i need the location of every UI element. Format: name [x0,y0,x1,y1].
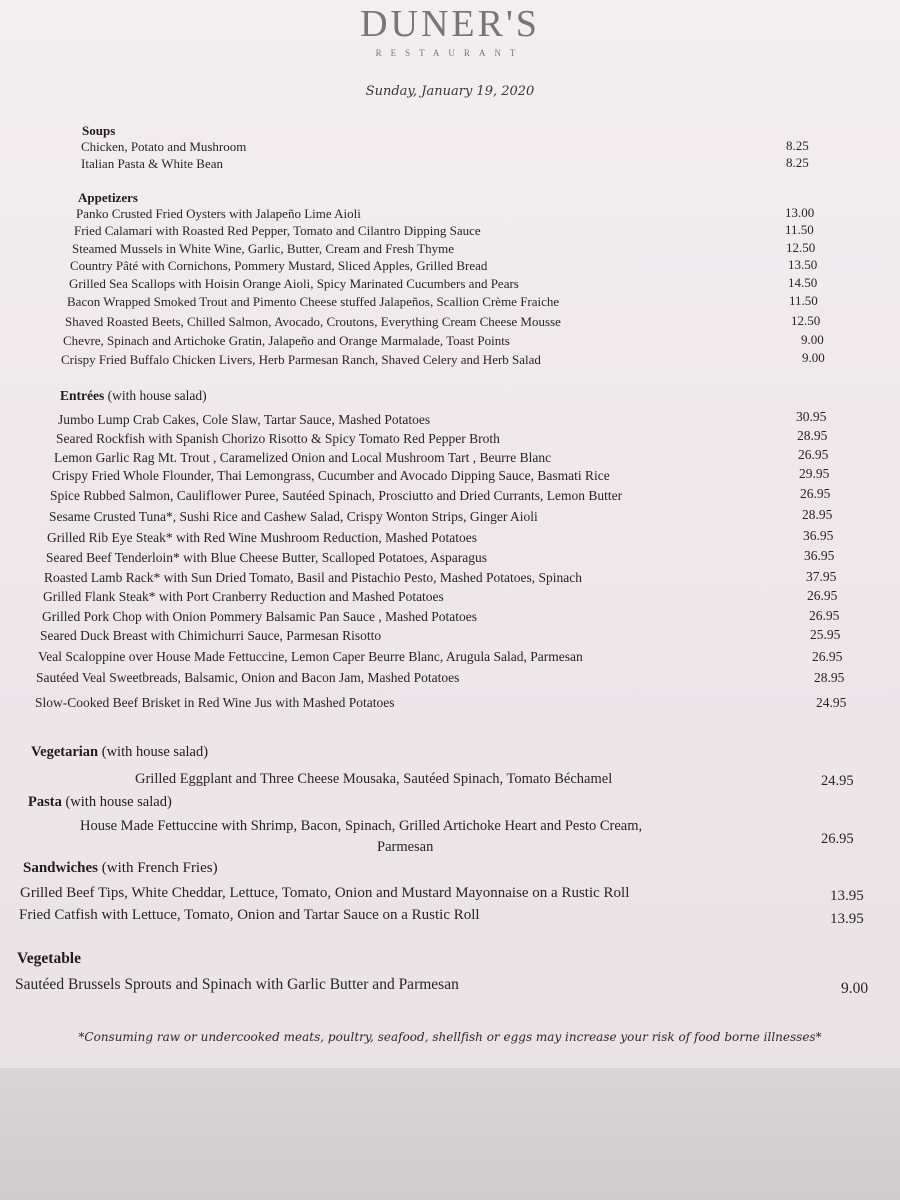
food-safety-disclaimer: *Consuming raw or undercooked meats, poultry, seafood, shellfish or eggs may increase your risk of food borne illnesses* [78,1030,822,1044]
menu-item-price: 11.50 [789,293,818,308]
menu-item-price: 28.95 [802,507,833,522]
menu-item-price: 26.95 [800,486,831,501]
menu-item: Lemon Garlic Rag Mt. Trout , Caramelized Onion and Local Mushroom Tart , Beurre Blanc [54,450,552,465]
menu-item: Seared Beef Tenderloin* with Blue Cheese Butter, Scalloped Potatoes, Asparagus [46,550,488,565]
menu-item-price: 36.95 [803,528,834,543]
menu-item: Grilled Flank Steak* with Port Cranberry Reduction and Mashed Potatoes [43,589,444,604]
menu-item: Chicken, Potato and Mushroom [81,139,247,154]
section-title-sandwiches [23,860,218,877]
menu-item-price: 26.95 [798,447,829,462]
menu-item: Veal Scaloppine over House Made Fettuccine, Lemon Caper Beurre Blanc, Arugula Salad, Parmesan [38,649,583,664]
menu-item: Bacon Wrapped Smoked Trout and Pimento Cheese stuffed Jalapeños, Scallion Crème Fraiche [67,294,560,309]
menu-item: Sautéed Brussels Sprouts and Spinach with Garlic Butter and Parmesan [15,976,459,993]
section-title-entrees-label: Entrées [60,388,105,403]
section-title-pasta-label: Pasta [28,794,62,810]
section-title-pasta [28,794,172,811]
menu-item-price: 36.95 [804,548,835,563]
menu-item: Chevre, Spinach and Artichoke Gratin, Jalapeño and Orange Marmalade, Toast Points [63,333,510,348]
menu-item-price: 37.95 [806,569,837,584]
menu-item: Italian Pasta & White Bean [81,156,223,171]
section-title-vegetable: Vegetable [17,950,81,967]
menu-item: Jumbo Lump Crab Cakes, Cole Slaw, Tartar Sauce, Mashed Potatoes [58,412,431,427]
menu-item-price: 9.00 [802,350,825,365]
section-title-soups: Soups [82,123,116,138]
menu-item-price: 30.95 [796,409,827,424]
tablecloth [0,1068,900,1200]
menu-item: House Made Fettuccine with Shrimp, Bacon, Spinach, Grilled Artichoke Heart and Pesto Cream, [80,818,643,834]
menu-item-price: 14.50 [788,275,818,290]
restaurant-subtitle: RESTAURANT [375,48,525,58]
menu-item-price: 26.95 [807,588,838,603]
menu-item-continued: Parmesan [377,839,434,855]
section-title-vegetarian-label: Vegetarian [31,744,99,760]
section-note: (with house salad) [101,744,209,760]
menu-item-price: 26.95 [821,831,854,847]
menu-item-price: 26.95 [812,649,843,664]
menu-item: Country Pâté with Cornichons, Pommery Mustard, Sliced Apples, Grilled Bread [70,258,488,273]
menu-item-price: 26.95 [809,608,840,623]
menu-item: Seared Rockfish with Spanish Chorizo Risotto & Spicy Tomato Red Pepper Broth [56,431,500,446]
menu-item-price: 13.95 [830,888,864,904]
section-title-sandwiches-label: Sandwiches [23,860,99,876]
section-title-vegetarian [31,744,208,761]
menu-item-price: 13.50 [788,257,818,272]
menu-item: Grilled Rib Eye Steak* with Red Wine Mushroom Reduction, Mashed Potatoes [47,530,478,545]
menu-item: Crispy Fried Whole Flounder, Thai Lemongrass, Cucumber and Avocado Dipping Sauce, Basmati Rice [52,468,610,483]
menu-item-price: 8.25 [786,138,809,153]
menu-item-price: 24.95 [816,695,847,710]
menu-item-price: 9.00 [841,980,869,997]
menu-item-price: 8.25 [786,155,809,170]
menu-item-price: 12.50 [791,313,821,328]
menu-item-price: 12.50 [786,240,816,255]
menu-item: Panko Crusted Fried Oysters with Jalapeño Lime Aioli [76,206,361,221]
menu-item-price: 13.95 [830,911,864,927]
section-note: (with house salad) [65,794,172,810]
section-note: (with house salad) [107,388,207,403]
menu-item: Sautéed Veal Sweetbreads, Balsamic, Onion and Bacon Jam, Mashed Potatoes [36,670,460,685]
menu-item: Steamed Mussels in White Wine, Garlic, Butter, Cream and Fresh Thyme [72,241,455,256]
section-note: (with French Fries) [101,860,218,876]
restaurant-logo: DUNER'S [360,3,540,45]
menu-item: Grilled Eggplant and Three Cheese Mousaka, Sautéed Spinach, Tomato Béchamel [135,771,613,787]
menu-item-price: 11.50 [785,222,814,237]
menu-item-price: 9.00 [801,332,824,347]
menu-item-price: 28.95 [814,670,845,685]
menu-item-price: 28.95 [797,428,828,443]
menu-item-price: 29.95 [799,466,830,481]
menu-item-price: 25.95 [810,627,841,642]
menu-item-price: 13.00 [785,205,815,220]
section-title-appetizers: Appetizers [78,190,138,205]
menu-item: Fried Catfish with Lettuce, Tomato, Onion and Tartar Sauce on a Rustic Roll [19,907,480,923]
menu-item: Fried Calamari with Roasted Red Pepper, Tomato and Cilantro Dipping Sauce [74,223,481,238]
menu-item: Sesame Crusted Tuna*, Sushi Rice and Cashew Salad, Crispy Wonton Strips, Ginger Aioli [49,509,538,524]
menu-item: Crispy Fried Buffalo Chicken Livers, Herb Parmesan Ranch, Shaved Celery and Herb Salad [61,352,541,367]
menu-item: Spice Rubbed Salmon, Cauliflower Puree, Sautéed Spinach, Prosciutto and Dried Currants, Lemon Butter [50,488,623,503]
menu-item: Slow-Cooked Beef Brisket in Red Wine Jus with Mashed Potatoes [35,695,395,710]
menu-item: Seared Duck Breast with Chimichurri Sauce, Parmesan Risotto [40,628,382,643]
menu-item-price: 24.95 [821,773,854,789]
menu-item: Grilled Pork Chop with Onion Pommery Balsamic Pan Sauce , Mashed Potatoes [42,609,477,624]
menu-item: Grilled Sea Scallops with Hoisin Orange Aioli, Spicy Marinated Cucumbers and Pears [69,276,519,291]
menu-item: Shaved Roasted Beets, Chilled Salmon, Avocado, Croutons, Everything Cream Cheese Mousse [65,314,561,329]
menu-item: Roasted Lamb Rack* with Sun Dried Tomato, Basil and Pistachio Pesto, Mashed Potatoes, Spinach [44,570,582,585]
section-title-entrees [60,388,207,404]
menu-item: Grilled Beef Tips, White Cheddar, Lettuce, Tomato, Onion and Mustard Mayonnaise on a Rustic Roll [20,885,630,901]
menu-date: Sunday, January 19, 2020 [365,84,535,99]
